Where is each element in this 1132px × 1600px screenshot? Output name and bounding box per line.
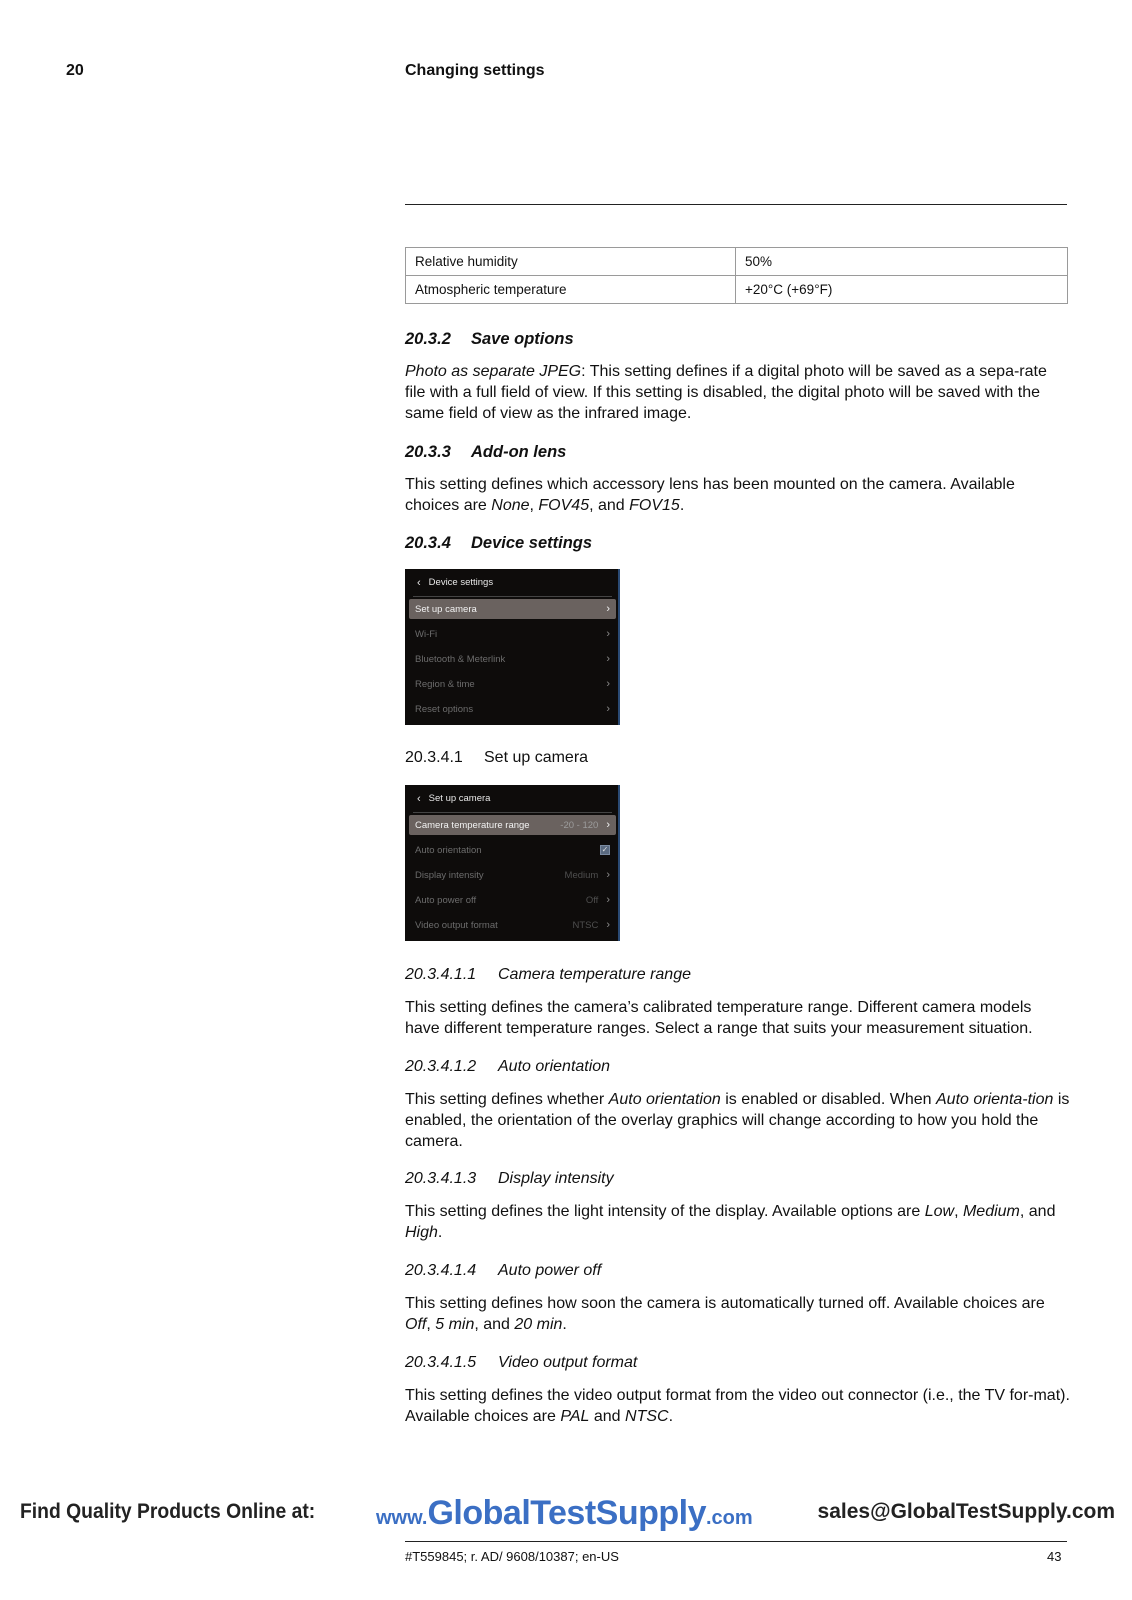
site-suffix: .com xyxy=(706,1507,753,1529)
term: Auto orienta-tion xyxy=(936,1091,1054,1108)
section-title: Save options xyxy=(471,330,574,348)
term: Medium xyxy=(962,1203,1020,1220)
add-on-lens-paragraph xyxy=(405,474,1070,516)
menu-item-label: Set up camera xyxy=(415,603,477,615)
term: 5 min xyxy=(435,1316,475,1333)
auto-orientation-paragraph xyxy=(405,1089,1070,1152)
section-title: Auto orientation xyxy=(498,1058,611,1075)
term: Low xyxy=(924,1203,955,1220)
section-number: 20.3.4.1.4 xyxy=(405,1262,477,1279)
term: Photo as separate JPEG xyxy=(405,363,582,380)
text: This setting defines which accessory lens has been mounted on the camera. Available choices are xyxy=(405,476,1015,514)
chevron-right-icon: › xyxy=(606,653,610,665)
screen-title-bar xyxy=(413,569,612,597)
section-heading-device-settings xyxy=(405,534,592,553)
menu-item-video-output-format[interactable] xyxy=(409,915,616,935)
table-row xyxy=(406,276,1068,304)
text: , and xyxy=(1019,1203,1056,1220)
chevron-right-icon: › xyxy=(606,703,610,715)
term: 20 min xyxy=(514,1316,563,1333)
section-number: 20.3.4.1.2 xyxy=(405,1058,477,1075)
section-heading-auto-orientation xyxy=(405,1058,610,1076)
section-number: 20.3.3 xyxy=(405,443,451,461)
menu-item-label: Reset options xyxy=(415,703,474,715)
back-chevron-icon[interactable]: ‹ xyxy=(417,792,421,805)
text: , xyxy=(954,1203,963,1220)
save-options-paragraph xyxy=(405,361,1070,424)
menu-item-reset-options[interactable] xyxy=(409,699,616,719)
table-cell: Relative humidity xyxy=(406,248,736,276)
term: NTSC xyxy=(625,1408,669,1425)
set-up-camera-screenshot xyxy=(405,785,620,941)
text: . xyxy=(668,1408,674,1425)
footer-rule xyxy=(405,1541,1067,1542)
section-heading-save-options xyxy=(405,330,574,349)
chevron-right-icon: › xyxy=(606,819,610,831)
section-number: 20.3.4.1.3 xyxy=(405,1170,477,1187)
conditions-table xyxy=(405,247,1068,304)
device-settings-screenshot xyxy=(405,569,620,725)
back-chevron-icon[interactable]: ‹ xyxy=(417,576,421,589)
checkbox-checked-icon[interactable]: ✓ xyxy=(601,845,609,854)
section-title: Set up camera xyxy=(484,749,589,766)
menu-item-value: NTSC xyxy=(572,919,599,931)
section-number: 20.3.4.1.1 xyxy=(405,966,477,983)
section-number: 20.3.2 xyxy=(405,330,451,348)
section-title: Device settings xyxy=(471,534,593,552)
header-rule xyxy=(405,204,1067,205)
text: : This setting defines if a digital photo will be saved as a sepa-rate file with a full field of view. If this setting is disabled, the digital photo will be saved with the same field of view as the infrared image. xyxy=(405,363,1047,422)
section-heading-display-intensity xyxy=(405,1170,614,1188)
camera-temperature-range-paragraph: This setting defines the camera’s calibrated temperature range. Different camera models have different temperature ranges. Select a range that suits your measurement situation. xyxy=(405,999,1033,1037)
chevron-right-icon: › xyxy=(606,603,610,615)
text: This setting defines how soon the camera is automatically turned off. Available choices are xyxy=(405,1295,1045,1312)
section-heading-set-up-camera xyxy=(405,749,588,767)
text: . xyxy=(562,1316,567,1333)
table-cell: Atmospheric temperature xyxy=(406,276,736,304)
menu-item-label: Auto orientation xyxy=(415,844,482,856)
section-number: 20.3.4 xyxy=(405,534,451,552)
section-heading-add-on-lens xyxy=(405,443,566,462)
screen-edge xyxy=(618,569,620,725)
section-title: Video output format xyxy=(498,1354,638,1371)
section-title: Display intensity xyxy=(498,1170,614,1187)
term: None xyxy=(491,497,530,514)
text: This setting defines the light intensity of the display. Available options are xyxy=(405,1203,925,1220)
screen-edge xyxy=(618,785,620,941)
chevron-right-icon: › xyxy=(606,869,610,881)
menu-item-label: Auto power off xyxy=(415,894,477,906)
menu-item-bluetooth[interactable] xyxy=(409,649,616,669)
text: , xyxy=(426,1316,436,1333)
menu-item-wifi[interactable] xyxy=(409,624,616,644)
menu-item-set-up-camera[interactable] xyxy=(409,599,616,619)
menu-item-display-intensity[interactable] xyxy=(409,865,616,885)
menu-item-auto-orientation[interactable] xyxy=(409,840,616,860)
section-heading-auto-power-off xyxy=(405,1262,601,1280)
menu-item-value: Off xyxy=(585,894,599,906)
term: PAL xyxy=(560,1408,590,1425)
footer-page-number: 43 xyxy=(1047,1549,1062,1564)
menu-item-label: Camera temperature range xyxy=(415,819,530,831)
text: , xyxy=(529,497,539,514)
section-number: 20.3.4.1 xyxy=(405,749,463,766)
menu-item-auto-power-off[interactable] xyxy=(409,890,616,910)
section-heading-video-output-format xyxy=(405,1354,637,1372)
table-cell: +20°C (+69°F) xyxy=(736,276,1068,304)
section-title: Add-on lens xyxy=(471,443,567,461)
text: , and xyxy=(589,497,630,514)
term: Auto orientation xyxy=(608,1091,721,1108)
ad-email-link[interactable]: sales@GlobalTestSupply.com xyxy=(817,1500,1115,1523)
menu-item-label: Video output format xyxy=(415,919,498,931)
chevron-right-icon: › xyxy=(606,919,610,931)
screen-title: Set up camera xyxy=(428,793,491,804)
auto-power-off-paragraph xyxy=(405,1293,1070,1335)
term: High xyxy=(405,1224,438,1241)
ad-find-text: Find Quality Products Online at: xyxy=(20,1500,316,1523)
text: This setting defines whether xyxy=(405,1091,609,1108)
text: . xyxy=(437,1224,443,1241)
section-heading-camera-temperature-range xyxy=(405,966,691,984)
menu-item-label: Display intensity xyxy=(415,869,484,881)
text: is enabled or disabled. When xyxy=(720,1091,936,1108)
ad-banner xyxy=(20,1494,1115,1532)
term: FOV45 xyxy=(538,497,590,514)
text: , and xyxy=(474,1316,515,1333)
section-title: Auto power off xyxy=(498,1262,602,1279)
text: is enabled, the orientation of the overlay graphics will change according to how you hold the camera. xyxy=(405,1091,1070,1150)
chevron-right-icon: › xyxy=(606,628,610,640)
chevron-right-icon: › xyxy=(606,894,610,906)
term: FOV15 xyxy=(629,497,680,514)
section-title: Camera temperature range xyxy=(498,966,691,983)
site-prefix: www. xyxy=(376,1507,428,1529)
menu-item-label: Bluetooth & Meterlink xyxy=(415,653,506,665)
text: . xyxy=(679,497,685,514)
section-number: 20.3.4.1.5 xyxy=(405,1354,477,1371)
menu-item-value: Medium xyxy=(564,869,599,881)
table-row xyxy=(406,248,1068,276)
ad-website-link[interactable] xyxy=(376,1494,753,1533)
chevron-right-icon: › xyxy=(606,678,610,690)
display-intensity-paragraph xyxy=(405,1201,1070,1243)
menu-item-region-time[interactable] xyxy=(409,674,616,694)
term: Off xyxy=(405,1316,427,1333)
screen-title-bar xyxy=(413,785,612,813)
table-cell: 50% xyxy=(736,248,1068,276)
text: This setting defines the video output format from the video out connector (i.e., the TV for-mat). Available choices are xyxy=(405,1387,1070,1425)
menu-item-label: Region & time xyxy=(415,678,475,690)
site-main: GlobalTestSupply xyxy=(427,1494,706,1532)
page-number: 20 xyxy=(66,62,84,79)
text: and xyxy=(589,1408,626,1425)
chapter-title: Changing settings xyxy=(405,62,545,79)
menu-item-label: Wi-Fi xyxy=(415,628,438,640)
footer-doc-id: #T559845; r. AD/ 9608/10387; en-US xyxy=(405,1549,619,1564)
video-output-format-paragraph xyxy=(405,1385,1070,1427)
menu-item-camera-temperature-range[interactable] xyxy=(409,815,616,835)
menu-item-value: -20 - 120 xyxy=(560,819,599,831)
screen-title: Device settings xyxy=(428,577,494,588)
